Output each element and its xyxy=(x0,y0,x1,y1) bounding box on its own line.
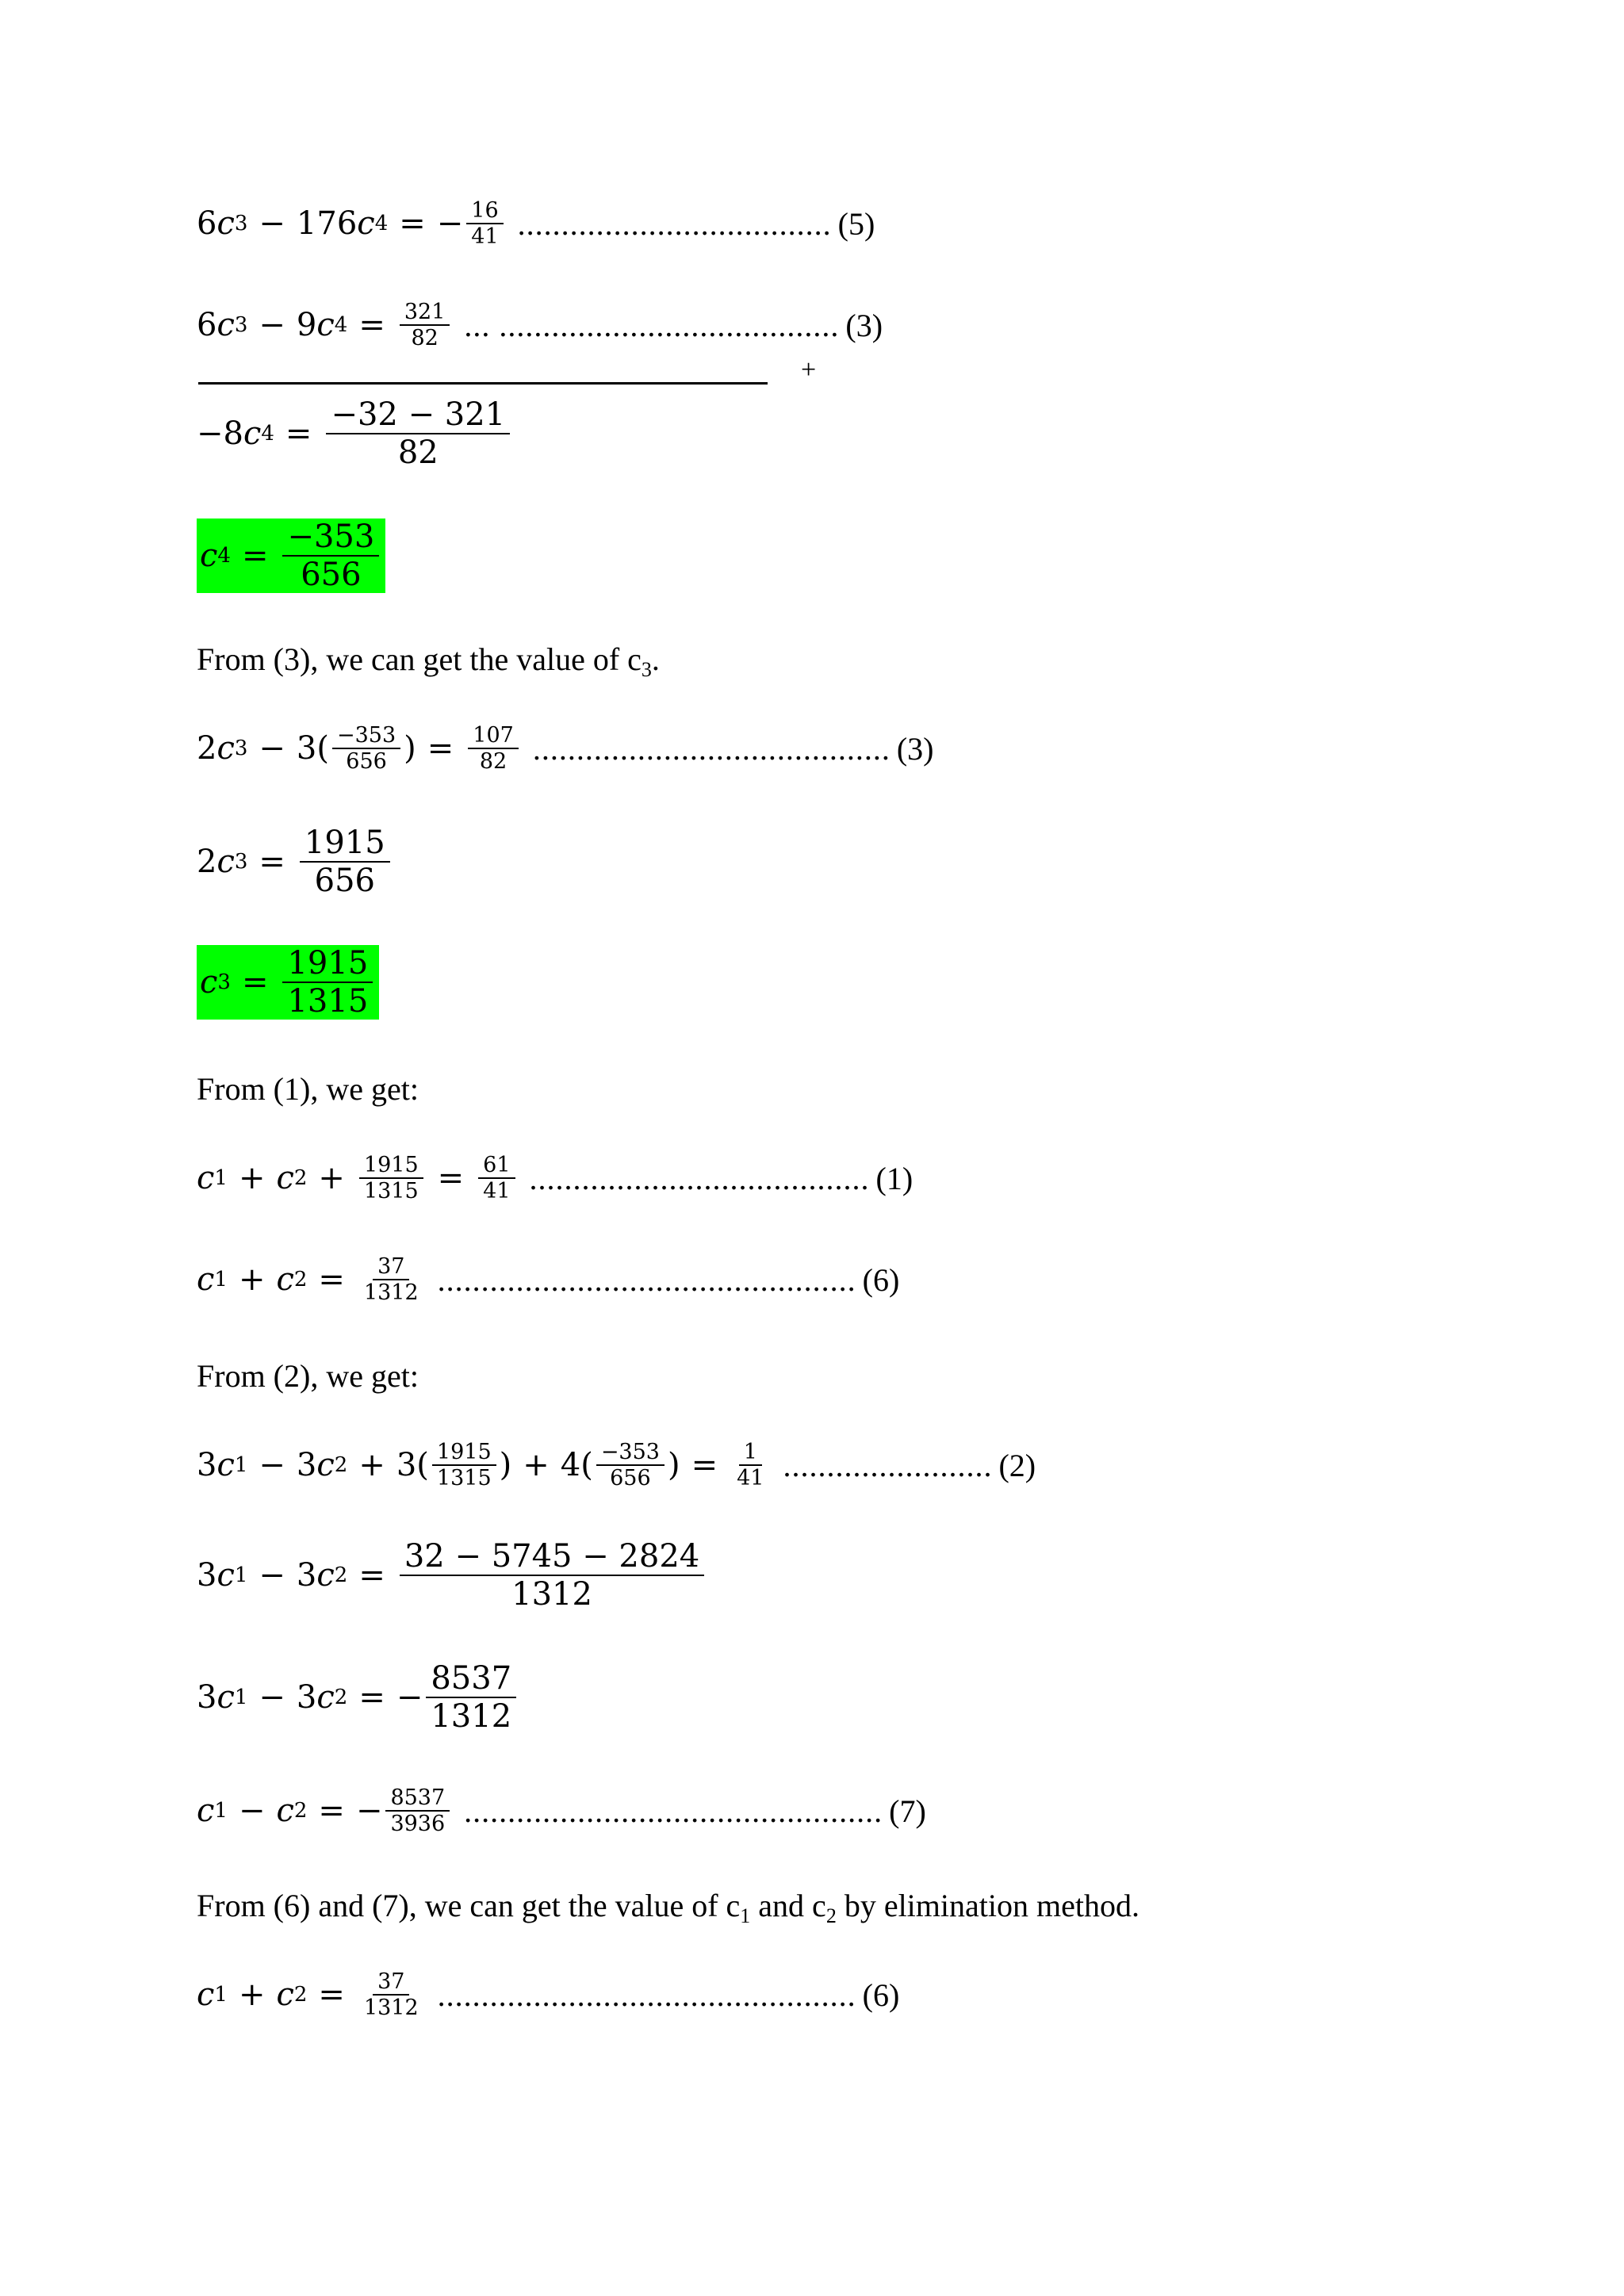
fraction xyxy=(300,825,390,899)
equation-number: (3) xyxy=(896,730,934,767)
numerator: −353 xyxy=(596,1440,665,1466)
denominator: 82 xyxy=(411,326,439,351)
variable-c: c xyxy=(216,1557,235,1594)
fraction xyxy=(466,198,503,249)
subscript: 4 xyxy=(374,212,389,236)
equals-sign: = xyxy=(358,1557,385,1594)
equation-2-step2 xyxy=(197,1660,519,1735)
coefficient: 6 xyxy=(197,307,217,344)
text-part: . xyxy=(651,641,660,677)
coefficient: 2 xyxy=(197,844,217,880)
fraction xyxy=(359,1969,423,2020)
denominator: 41 xyxy=(737,1466,764,1491)
fraction xyxy=(332,723,400,774)
subscript: 1 xyxy=(214,1268,228,1292)
text-part: From (6) and (7), we can get the value of c xyxy=(197,1888,741,1923)
operator: + xyxy=(238,1976,266,2014)
fraction xyxy=(282,519,379,593)
equals-sign: = xyxy=(358,307,385,344)
variable-c: c xyxy=(316,1679,335,1716)
operator: − xyxy=(259,205,285,243)
equals-sign: = xyxy=(318,1976,345,2014)
coefficient: 3( xyxy=(396,1447,429,1484)
equals-sign: = xyxy=(399,205,426,243)
variable-c: c xyxy=(197,1160,215,1197)
subscript: 3 xyxy=(234,737,248,761)
coefficient: −8 xyxy=(197,415,243,452)
paren: ) xyxy=(667,1447,680,1484)
equation-sum xyxy=(197,396,513,471)
addition-rule-line xyxy=(198,382,768,385)
subscript: 1 xyxy=(214,1983,228,2007)
result-c4 xyxy=(197,519,385,593)
denominator: 656 xyxy=(301,557,362,593)
subscript: 2 xyxy=(334,1563,348,1587)
leader-dots: ................................................ xyxy=(437,1976,856,2013)
fraction xyxy=(400,1538,704,1613)
variable-c: c xyxy=(216,1679,235,1716)
subscript: 1 xyxy=(234,1563,248,1587)
leader-dots: ................................................ xyxy=(437,1261,856,1298)
denominator: 1315 xyxy=(363,1179,419,1204)
fraction xyxy=(426,1660,516,1735)
coefficient: 176 xyxy=(296,205,358,243)
coefficient: 3 xyxy=(296,1679,317,1716)
coefficient: 3 xyxy=(197,1679,217,1716)
paren: ) xyxy=(404,730,416,767)
denominator: 3936 xyxy=(390,1812,446,1837)
variable-c: c xyxy=(216,307,235,344)
text-from-2 xyxy=(197,1357,419,1395)
numerator: 1915 xyxy=(300,825,390,863)
numerator: 1915 xyxy=(282,945,373,983)
fraction xyxy=(359,1153,423,1203)
variable-c: c xyxy=(316,1447,335,1484)
subscript: 1 xyxy=(214,1166,228,1191)
variable-c: c xyxy=(216,730,235,767)
equation-1 xyxy=(197,1153,913,1203)
variable-c: c xyxy=(316,1557,335,1594)
variable-c: c xyxy=(197,1793,215,1830)
equation-6-second xyxy=(197,1969,899,2020)
equals-sign: = xyxy=(358,1679,385,1716)
equation-number: (7) xyxy=(889,1793,926,1829)
subscript: 1 xyxy=(234,1453,248,1478)
fraction xyxy=(326,396,510,471)
equation-number: (2) xyxy=(998,1447,1036,1483)
numerator: 8537 xyxy=(385,1785,450,1812)
subscript: 4 xyxy=(217,544,231,568)
variable-c: c xyxy=(216,844,235,880)
text-from-1 xyxy=(197,1070,419,1108)
operator: − xyxy=(259,730,285,767)
text-part: From (1), we get: xyxy=(197,1071,419,1107)
denominator: 656 xyxy=(610,1466,651,1491)
equation-2 xyxy=(197,1440,1036,1490)
coefficient: 3 xyxy=(296,1447,317,1484)
denominator: 1312 xyxy=(431,1698,512,1735)
variable-c: c xyxy=(216,205,235,243)
equation-2c3 xyxy=(197,825,393,899)
coefficient: 3 xyxy=(197,1557,217,1594)
text-part: From (3), we can get the value of c xyxy=(197,641,642,677)
equals-sign: = xyxy=(691,1447,718,1484)
subscript: 3 xyxy=(234,212,248,236)
highlight-box xyxy=(197,945,379,1020)
equals-sign: = xyxy=(437,1160,465,1197)
coefficient: 9 xyxy=(296,307,317,344)
equals-sign: = xyxy=(427,730,454,767)
variable-c: c xyxy=(276,1160,294,1197)
numerator: 32 − 5745 − 2824 xyxy=(400,1538,704,1576)
result-c3 xyxy=(197,945,379,1020)
equation-6-first xyxy=(197,1254,899,1305)
fraction xyxy=(478,1153,515,1203)
leader-dots: ....................................... xyxy=(529,1160,870,1196)
numerator: 16 xyxy=(466,198,503,224)
equation-3-first xyxy=(197,300,883,350)
text-from-3 xyxy=(197,641,660,682)
numerator: −32 − 321 xyxy=(326,396,510,434)
numerator: 8537 xyxy=(426,1660,516,1698)
subscript: 4 xyxy=(261,422,274,446)
coefficient: 6 xyxy=(197,205,217,243)
text-part: by elimination method. xyxy=(836,1888,1139,1923)
variable-c: c xyxy=(243,415,262,452)
coefficient: 3( xyxy=(296,730,329,767)
subscript: 2 xyxy=(293,1799,308,1823)
text-part: From (2), we get: xyxy=(197,1358,419,1394)
equation-number: (3) xyxy=(845,307,883,343)
numerator: 107 xyxy=(468,723,519,749)
subscript: 1 xyxy=(234,1686,248,1709)
subscript: 2 xyxy=(334,1453,348,1478)
subscript: 2 xyxy=(293,1983,308,2007)
denominator: 82 xyxy=(397,434,439,471)
operator: − xyxy=(259,307,285,344)
operator: + xyxy=(523,1447,550,1484)
fraction xyxy=(432,1440,496,1490)
subscript: 1 xyxy=(214,1799,228,1823)
equation-2-step1 xyxy=(197,1538,707,1613)
denominator: 41 xyxy=(483,1179,511,1204)
equals-sign: = xyxy=(285,415,312,452)
equals-sign: = xyxy=(241,964,269,1001)
variable-c: c xyxy=(276,1976,294,2014)
numerator: 1 xyxy=(739,1440,762,1466)
equation-number: (6) xyxy=(862,1976,900,2013)
denominator: 1312 xyxy=(363,1996,419,2021)
numerator: 61 xyxy=(478,1153,515,1179)
fraction xyxy=(385,1785,450,1836)
equation-7 xyxy=(197,1785,926,1836)
sign: − xyxy=(396,1679,423,1716)
subscript: 2 xyxy=(293,1268,308,1292)
fraction xyxy=(596,1440,665,1490)
equals-sign: = xyxy=(259,844,285,880)
operator: − xyxy=(238,1793,266,1830)
denominator: 1312 xyxy=(363,1280,419,1306)
operator: − xyxy=(259,1557,285,1594)
variable-c: c xyxy=(216,1447,235,1484)
variable-c: c xyxy=(357,205,375,243)
sign: − xyxy=(436,205,464,243)
highlight-box xyxy=(197,519,385,593)
variable-c: c xyxy=(200,964,218,1001)
leader-dots: ........................ xyxy=(783,1447,993,1483)
fraction xyxy=(400,300,450,350)
subscript: 2 xyxy=(334,1686,348,1709)
variable-c: c xyxy=(197,1261,215,1299)
operator: + xyxy=(318,1160,345,1197)
variable-c: c xyxy=(276,1261,294,1299)
denominator: 1315 xyxy=(436,1466,492,1491)
denominator: 656 xyxy=(314,863,375,899)
denominator: 1315 xyxy=(287,983,369,1020)
denominator: 656 xyxy=(346,749,387,775)
paren: ) xyxy=(499,1447,512,1484)
plus-sign: + xyxy=(801,355,817,385)
fraction xyxy=(468,723,519,774)
subscript: 3 xyxy=(217,970,231,994)
variable-c: c xyxy=(200,538,218,574)
leader-dots: ......................................... xyxy=(532,730,891,767)
coefficient: 3 xyxy=(296,1557,317,1594)
fraction xyxy=(359,1254,423,1305)
equation-number: (6) xyxy=(862,1261,900,1298)
numerator: −353 xyxy=(282,519,379,557)
equals-sign: = xyxy=(241,538,269,574)
operator: − xyxy=(259,1679,285,1716)
coefficient: 3 xyxy=(197,1447,217,1484)
text-from-6-7 xyxy=(197,1887,1139,1928)
subscript: 1 xyxy=(740,1904,751,1927)
fraction xyxy=(732,1440,768,1490)
denominator: 41 xyxy=(471,224,499,250)
subscript: 3 xyxy=(641,657,652,681)
denominator: 82 xyxy=(479,749,508,775)
variable-c: c xyxy=(276,1793,294,1830)
operator: + xyxy=(358,1447,385,1484)
coefficient: 2 xyxy=(197,730,217,767)
subscript: 3 xyxy=(234,313,248,338)
subscript: 2 xyxy=(825,1904,837,1927)
numerator: 37 xyxy=(373,1969,409,1996)
variable-c: c xyxy=(316,307,335,344)
operator: − xyxy=(259,1447,285,1484)
subscript: 3 xyxy=(234,850,248,874)
coefficient: 4( xyxy=(560,1447,593,1484)
equation-3-second xyxy=(197,723,933,774)
subscript: 2 xyxy=(293,1166,308,1191)
denominator: 1312 xyxy=(511,1576,592,1613)
leader-dots: ................................................ xyxy=(464,1793,883,1829)
operator: + xyxy=(238,1261,266,1299)
equation-number: (5) xyxy=(837,205,875,242)
fraction xyxy=(282,945,373,1020)
equation-5 xyxy=(197,198,875,249)
variable-c: c xyxy=(197,1976,215,2014)
numerator: 1915 xyxy=(432,1440,496,1466)
operator: + xyxy=(238,1160,266,1197)
leader-dots: ... ....................................... xyxy=(464,307,840,343)
numerator: 321 xyxy=(400,300,450,326)
equals-sign: = xyxy=(318,1261,345,1299)
numerator: −353 xyxy=(332,723,400,749)
numerator: 37 xyxy=(373,1254,409,1280)
equation-number: (1) xyxy=(875,1160,914,1196)
subscript: 4 xyxy=(334,313,348,338)
sign: − xyxy=(355,1793,383,1830)
equals-sign: = xyxy=(318,1793,345,1830)
numerator: 1915 xyxy=(359,1153,423,1179)
text-part: and c xyxy=(750,1888,826,1923)
leader-dots: .................................... xyxy=(517,205,832,242)
